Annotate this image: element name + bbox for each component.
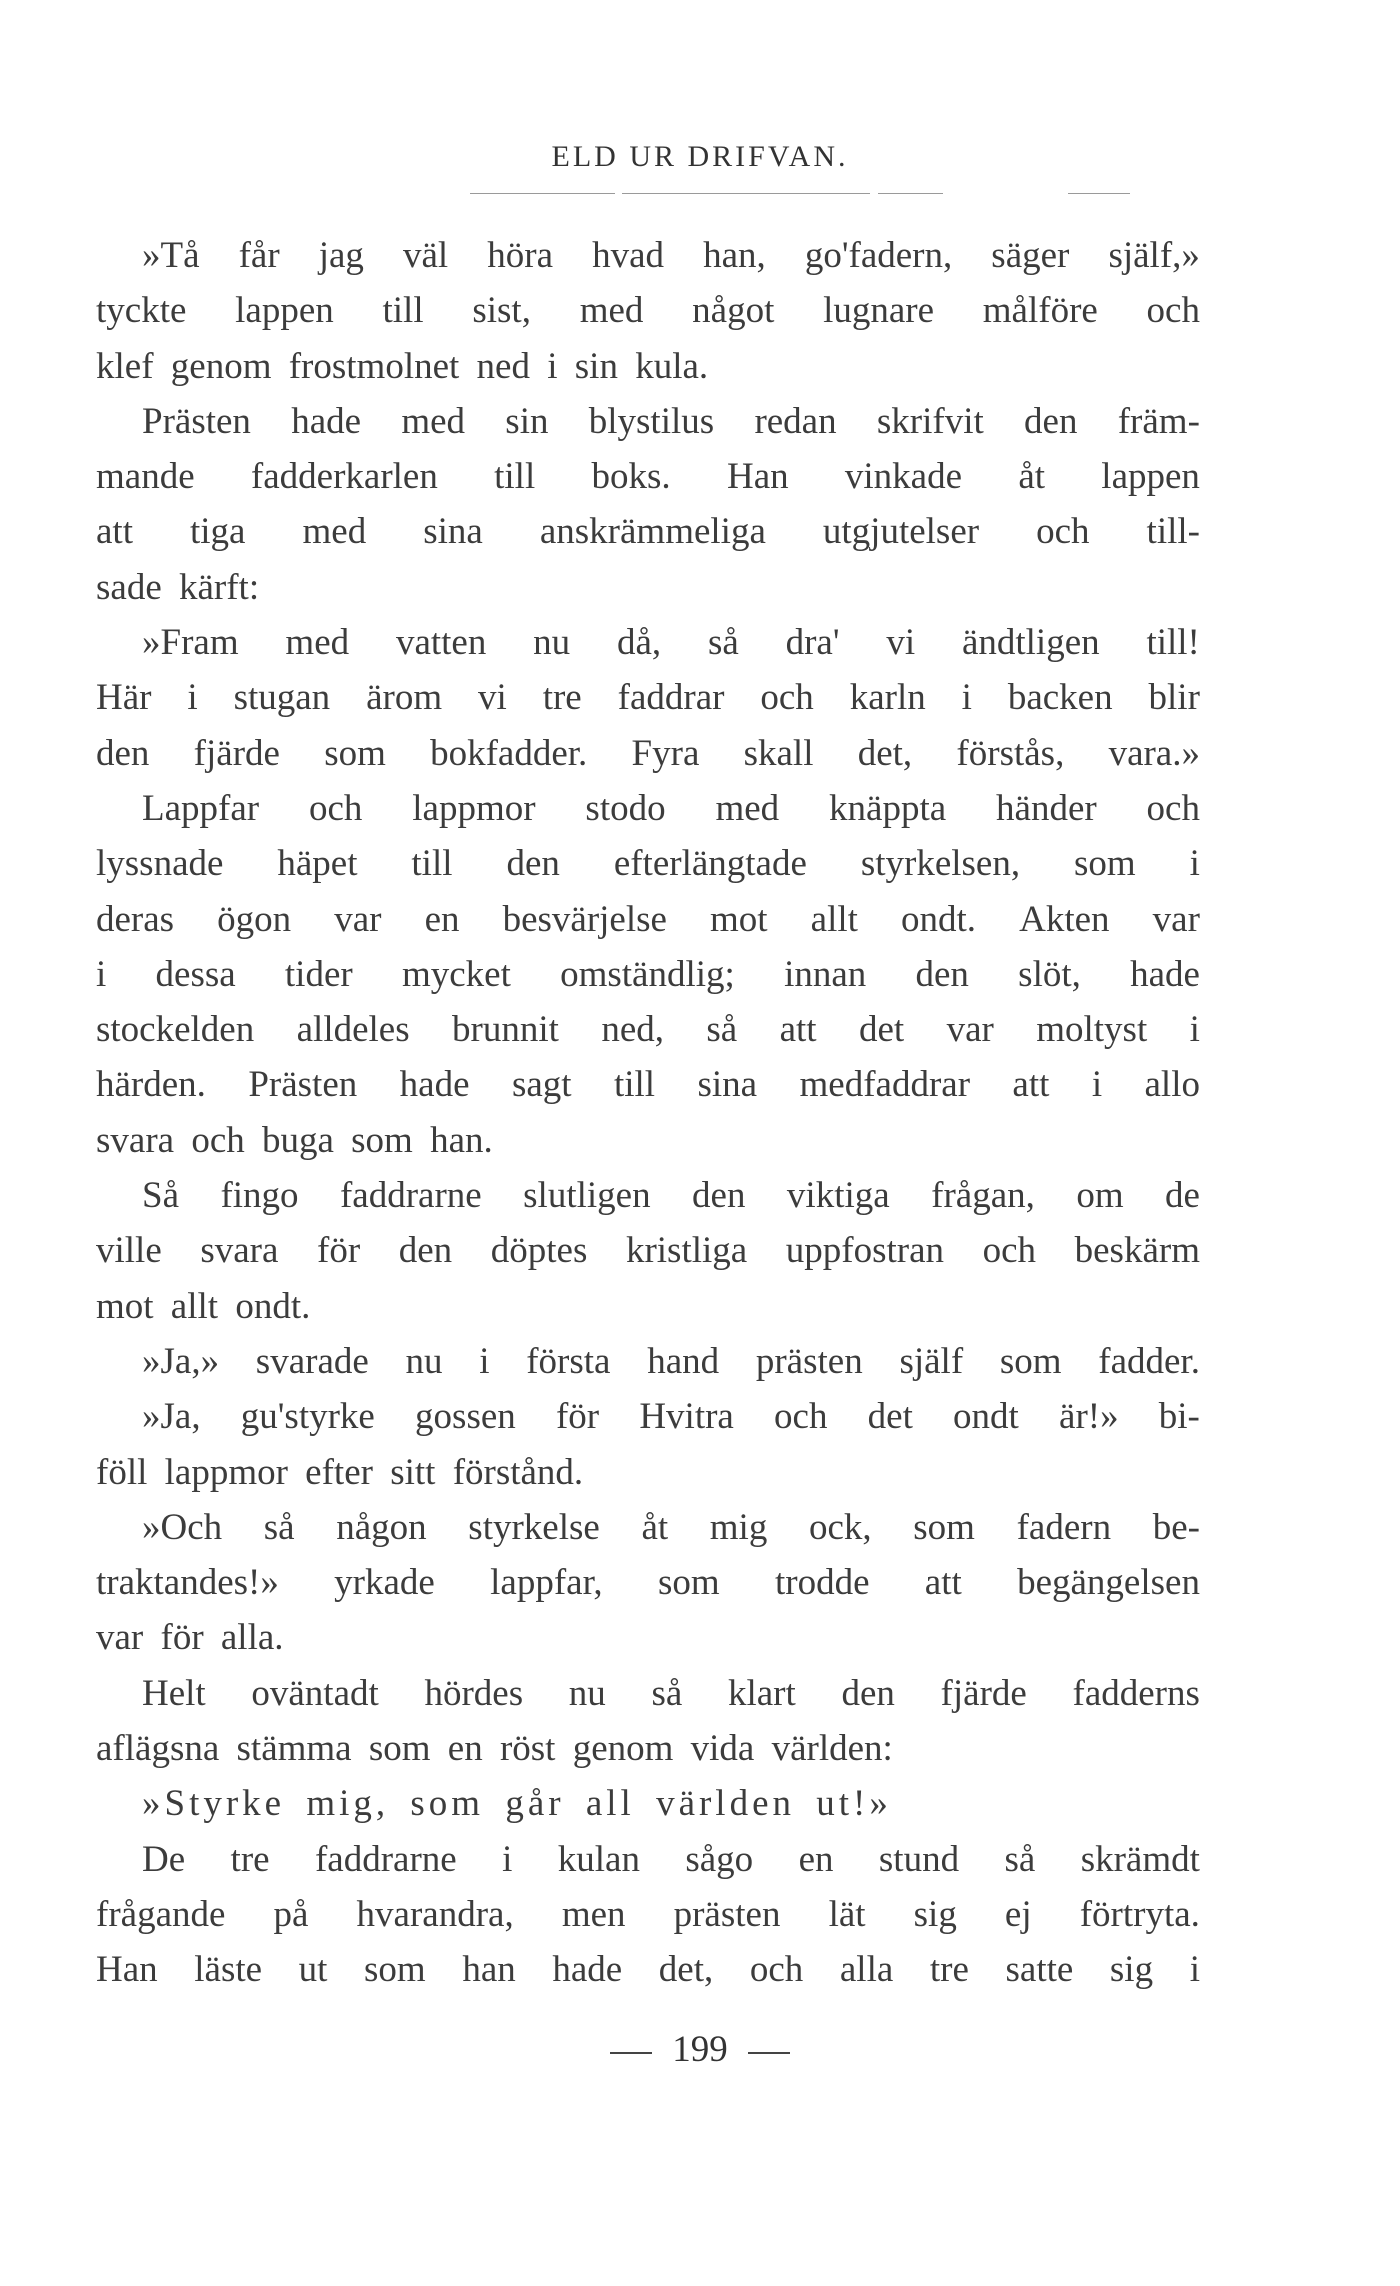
running-head: ELD UR DRIFVAN. (551, 140, 849, 173)
word: traktandes!» (96, 1562, 279, 1604)
word: begängelsen (1017, 1562, 1200, 1604)
word: styrkelsen, (860, 843, 1021, 885)
word: häpet (277, 843, 358, 885)
word: en (424, 898, 460, 940)
word: men (561, 1893, 626, 1935)
text-line (96, 283, 1200, 338)
word: mande (96, 456, 195, 498)
text-line (96, 394, 1200, 449)
page-number-value: 199 (672, 2029, 728, 2070)
word: brunnit (452, 1009, 559, 1051)
word: nu (533, 622, 571, 664)
word: lugnare (823, 290, 935, 332)
text-line: »Styrke mig, som går all världen ut!» (142, 1783, 892, 1825)
word: Helt (142, 1672, 206, 1714)
word: omständlig; (560, 953, 735, 995)
word: tre (542, 677, 582, 719)
word: fadderns (1072, 1672, 1200, 1714)
word: i (1189, 1949, 1200, 1991)
word: det, (658, 1949, 714, 1991)
word: för (317, 1230, 361, 1272)
word: hand (647, 1340, 720, 1382)
word: fadderkarlen (250, 456, 438, 498)
word: »Tå (142, 235, 200, 276)
word: hade (399, 1064, 470, 1106)
word: jag (318, 235, 364, 276)
word: läste (194, 1949, 263, 1991)
word: hade (291, 400, 362, 442)
word: skrifvit (876, 400, 984, 442)
word: ögon (217, 898, 292, 940)
page-number (0, 2028, 1400, 2071)
text-line (96, 1168, 1200, 1223)
word: oväntadt (251, 1672, 379, 1714)
word: blystilus (588, 400, 715, 442)
word: karln (849, 677, 926, 719)
word: stockelden (96, 1009, 255, 1051)
word: lappfar, (490, 1562, 603, 1604)
word: fingo (220, 1175, 299, 1217)
word: till (411, 843, 453, 885)
folio-dash (748, 2052, 790, 2054)
word: så (1004, 1838, 1036, 1880)
text-line (96, 1057, 1200, 1112)
word: då, (616, 622, 662, 664)
word: vara.» (1108, 732, 1200, 774)
word: alldeles (296, 1009, 410, 1051)
word: innan (784, 953, 867, 995)
word: att (924, 1562, 962, 1604)
word: förtryta. (1079, 1893, 1200, 1935)
word: att (779, 1009, 817, 1051)
word: faddrarne (339, 1175, 482, 1217)
word: tre (230, 1838, 270, 1880)
word: den (1024, 400, 1078, 442)
word: mig (709, 1506, 768, 1548)
word: redan (754, 400, 837, 442)
word: och (774, 1396, 828, 1438)
header-rule (878, 193, 943, 194)
word: stodo (585, 787, 666, 829)
word: för (555, 1396, 600, 1438)
word: sist, (472, 290, 531, 332)
text-line (96, 781, 1200, 836)
word: sina (697, 1064, 758, 1106)
text-line (96, 1555, 1200, 1610)
word: sågo (685, 1838, 754, 1880)
text-line (96, 1002, 1200, 1057)
word: blir (1148, 677, 1200, 719)
text-line: var för alla. (96, 1617, 284, 1659)
word: frågande (96, 1893, 226, 1935)
word: om (1076, 1175, 1124, 1217)
word: klart (727, 1672, 796, 1714)
text-line (96, 726, 1200, 781)
text-line: svara och buga som han. (96, 1119, 493, 1161)
word: trodde (774, 1562, 870, 1604)
word: ej (1004, 1893, 1032, 1935)
word: allt (810, 898, 858, 940)
word: dessa (155, 953, 236, 995)
word: får (238, 235, 280, 276)
word: nu (405, 1340, 443, 1382)
word: lappmor (412, 787, 536, 829)
word: Prästen (248, 1064, 358, 1106)
word: tyckte (96, 290, 187, 332)
word: Prästen (142, 400, 251, 442)
word: besvärjelse (502, 898, 667, 940)
word: till (382, 290, 424, 332)
word: var (946, 1009, 994, 1051)
word: ned, (601, 1009, 664, 1051)
word: den (841, 1672, 895, 1714)
word: mycket (401, 953, 511, 995)
word: åt (641, 1506, 669, 1548)
word: hvad (592, 235, 665, 276)
word: ondt (953, 1396, 1019, 1438)
word: knäppta (829, 787, 947, 829)
word: med (302, 511, 367, 553)
word: åt (1018, 456, 1046, 498)
word: uppfostran (785, 1230, 945, 1272)
word: styrkelse (468, 1506, 600, 1548)
word: så (263, 1506, 295, 1548)
word: kulan (557, 1838, 640, 1880)
word: förstås, (956, 732, 1065, 774)
word: med (579, 290, 644, 332)
text-line: föll lappmor efter sitt förstånd. (96, 1451, 584, 1493)
word: väl (403, 235, 449, 276)
word: bokfadder. (430, 732, 588, 774)
word: i (96, 953, 107, 995)
word: yrkade (334, 1562, 435, 1604)
word: han (462, 1949, 516, 1991)
text-line: sade kärft: (96, 566, 260, 608)
word: främ- (1117, 400, 1200, 442)
word: mot (710, 898, 768, 940)
word: de (1165, 1175, 1200, 1217)
word: tiga (190, 511, 246, 553)
word: ville (96, 1230, 162, 1272)
word: sig (1109, 1949, 1154, 1991)
word: Fyra (631, 732, 700, 774)
word: i (479, 1340, 490, 1382)
body-text (96, 228, 1200, 1998)
word: stugan (233, 677, 331, 719)
word: anskrämmeliga (539, 511, 766, 553)
word: döptes (490, 1230, 588, 1272)
word: var (1152, 898, 1200, 940)
word: fadern (1016, 1506, 1112, 1548)
header-rule (470, 193, 615, 194)
text-line (96, 1832, 1200, 1887)
word: i (187, 677, 198, 719)
word: utgjutelser (822, 511, 980, 553)
word: och (1146, 787, 1200, 829)
folio-dash (610, 2052, 652, 2054)
word: Hvitra (639, 1396, 734, 1438)
word: sig (913, 1893, 957, 1935)
word: sina (423, 511, 483, 553)
word: faddrar (617, 677, 725, 719)
word: ändtligen (961, 622, 1100, 664)
word: och (749, 1949, 804, 1991)
word: höra (487, 235, 554, 276)
word: den (692, 1175, 746, 1217)
word: deras (96, 898, 175, 940)
word: som (1074, 843, 1136, 885)
word: skrämdt (1080, 1838, 1200, 1880)
word: ärom (366, 677, 443, 719)
word: själf (899, 1340, 964, 1382)
text-line (96, 1942, 1200, 1997)
word: att (96, 511, 133, 553)
word: till- (1146, 511, 1200, 553)
word: svarade (255, 1340, 369, 1382)
word: i (502, 1838, 513, 1880)
word: den (506, 843, 560, 885)
word: lyssnade (96, 843, 224, 885)
text-line: aflägsna stämma som en röst genom vida världen: (96, 1728, 893, 1770)
word: i (1189, 1009, 1200, 1051)
word: det (858, 1009, 905, 1051)
word: och (1146, 290, 1200, 332)
word: hvarandra, (356, 1893, 514, 1935)
word: kristliga (625, 1230, 748, 1272)
text-line (96, 615, 1200, 670)
text-line (96, 1223, 1200, 1278)
word: så (651, 1672, 683, 1714)
text-line (96, 504, 1200, 559)
word: med (401, 400, 466, 442)
word: Han (726, 456, 789, 498)
word: allo (1144, 1064, 1200, 1106)
word: så (706, 1009, 738, 1051)
word: moltyst (1036, 1009, 1148, 1051)
word: sagt (511, 1064, 572, 1106)
word: go'fadern, (804, 235, 953, 276)
word: i (1189, 843, 1200, 885)
text-line (96, 947, 1200, 1002)
word: »Ja, (142, 1396, 201, 1438)
word: och (760, 677, 814, 719)
word: så (707, 622, 739, 664)
word: i (961, 677, 972, 719)
word: det, (857, 732, 913, 774)
word: Lappfar (142, 787, 260, 829)
text-line (96, 670, 1200, 725)
word: beskärm (1074, 1230, 1200, 1272)
word: var (334, 898, 382, 940)
word: den (398, 1230, 453, 1272)
word: till! (1146, 622, 1200, 664)
word: stund (878, 1838, 960, 1880)
word: lappen (1101, 456, 1200, 498)
word: slöt, (1018, 953, 1081, 995)
word: att (1012, 1064, 1050, 1106)
word: bi- (1158, 1396, 1200, 1438)
word: med (285, 622, 350, 664)
word: någon (336, 1506, 427, 1548)
word: och (982, 1230, 1037, 1272)
header-rule (1068, 193, 1130, 194)
word: vinkade (844, 456, 963, 498)
text-line (96, 1666, 1200, 1721)
word: fadder. (1098, 1340, 1200, 1382)
word: hördes (424, 1672, 524, 1714)
word: händer (996, 787, 1097, 829)
word: boks. (591, 456, 671, 498)
word: till (613, 1064, 656, 1106)
word: »Och (142, 1506, 223, 1548)
word: efterlängtade (613, 843, 807, 885)
word: lät (828, 1893, 866, 1935)
word: gossen (415, 1396, 516, 1438)
word: hade (552, 1949, 623, 1991)
word: alla (839, 1949, 894, 1991)
word: hade (1130, 953, 1200, 995)
word: det (867, 1396, 913, 1438)
text-line (96, 1887, 1200, 1942)
word: fjärde (940, 1672, 1027, 1714)
word: Akten (1019, 898, 1110, 940)
word: fjärde (193, 732, 280, 774)
word: själf,» (1108, 235, 1200, 276)
word: ondt. (901, 898, 977, 940)
word: skall (743, 732, 814, 774)
word: »Fram (142, 622, 239, 664)
word: och (1036, 511, 1090, 553)
word: tider (284, 953, 353, 995)
word: en (798, 1838, 834, 1880)
word: frågan, (931, 1175, 1035, 1217)
word: satte (1005, 1949, 1074, 1991)
word: på (273, 1893, 309, 1935)
text-line (96, 449, 1200, 504)
word: Han (96, 1949, 158, 1991)
text-line (96, 1500, 1200, 1555)
word: som (324, 732, 386, 774)
word: till (494, 456, 536, 498)
word: som (364, 1949, 426, 1991)
word: som (657, 1562, 720, 1604)
word: be- (1152, 1506, 1200, 1548)
word: den (915, 953, 969, 995)
word: Så (142, 1175, 179, 1217)
text-line: klef genom frostmolnet ned i sin kula. (96, 345, 709, 387)
word: prästen (755, 1340, 863, 1382)
text-line (96, 1389, 1200, 1444)
word: dra' (785, 622, 840, 664)
word: målföre (982, 290, 1098, 332)
word: slutligen (523, 1175, 651, 1217)
text-line: mot allt ondt. (96, 1285, 311, 1327)
word: sin (505, 400, 549, 442)
word: härden. (96, 1064, 206, 1106)
word: gu'styrke (240, 1396, 375, 1438)
word: i (1091, 1064, 1103, 1106)
text-line (96, 836, 1200, 891)
word: med (715, 787, 780, 829)
word: viktiga (786, 1175, 890, 1217)
word: medfaddrar (799, 1064, 971, 1106)
word: som (913, 1506, 975, 1548)
word: han, (703, 235, 766, 276)
word: vi (478, 677, 507, 719)
text-line (96, 228, 1200, 283)
word: den (96, 732, 150, 774)
word: lappen (235, 290, 334, 332)
word: prästen (673, 1893, 781, 1935)
word: Här (96, 677, 152, 719)
word: nu (568, 1672, 606, 1714)
word: vi (886, 622, 916, 664)
word: ock, (808, 1506, 872, 1548)
word: »Ja,» (142, 1340, 220, 1382)
word: svara (200, 1230, 279, 1272)
word: faddrarne (314, 1838, 457, 1880)
text-line (96, 1334, 1200, 1389)
word: säger (991, 235, 1070, 276)
word: ut (298, 1949, 328, 1991)
word: backen (1007, 677, 1113, 719)
word: och (308, 787, 363, 829)
word: vatten (395, 622, 487, 664)
word: De (142, 1838, 186, 1880)
text-line (96, 892, 1200, 947)
header-rule (622, 193, 870, 194)
word: första (526, 1340, 611, 1382)
word: är!» (1059, 1396, 1119, 1438)
word: tre (929, 1949, 969, 1991)
word: något (692, 290, 775, 332)
word: som (999, 1340, 1062, 1382)
